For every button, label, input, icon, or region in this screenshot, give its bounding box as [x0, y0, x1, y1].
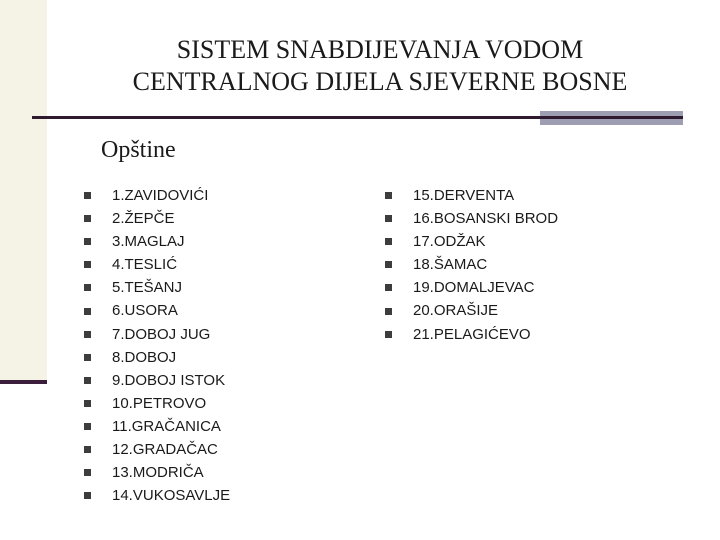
square-bullet-icon — [385, 308, 392, 315]
list-item-label: 6.USORA — [112, 302, 178, 320]
list-item — [84, 299, 230, 322]
list-item-label: 2.ŽEPČE — [112, 210, 175, 228]
title-divider-accent — [540, 111, 683, 125]
list-item — [84, 346, 230, 369]
list-item — [84, 438, 230, 461]
list-item — [385, 323, 558, 346]
list-item-label: 11.GRAČANICA — [112, 417, 221, 435]
slide-title-line-2: CENTRALNOG DIJELA SJEVERNE BOSNE — [132, 67, 628, 96]
square-bullet-icon — [385, 192, 392, 199]
list-item — [84, 369, 230, 392]
square-bullet-icon — [84, 400, 91, 407]
square-bullet-icon — [84, 492, 91, 499]
list-item — [84, 276, 230, 299]
list-item — [84, 484, 230, 507]
list-item-label: 4.TESLIĆ — [112, 256, 178, 274]
list-item — [84, 461, 230, 484]
list-item-label: 18.ŠAMAC — [413, 256, 488, 274]
list-item-label: 12.GRADAČAC — [112, 441, 218, 459]
square-bullet-icon — [385, 215, 392, 222]
square-bullet-icon — [84, 354, 91, 361]
municipality-list-left — [84, 184, 230, 507]
square-bullet-icon — [385, 261, 392, 268]
square-bullet-icon — [385, 284, 392, 291]
list-item — [385, 253, 558, 276]
square-bullet-icon — [385, 331, 392, 338]
list-item-label: 17.ODŽAK — [413, 233, 486, 251]
square-bullet-icon — [385, 238, 392, 245]
list-item-label: 1.ZAVIDOVIĆI — [112, 187, 209, 204]
left-decorative-bar — [0, 0, 47, 382]
list-item-label: 10.PETROVO — [112, 394, 207, 412]
slide-title — [60, 34, 700, 98]
list-item — [84, 207, 230, 230]
list-item — [84, 230, 230, 253]
list-item — [84, 392, 230, 415]
square-bullet-icon — [84, 377, 91, 384]
square-bullet-icon — [84, 469, 91, 476]
square-bullet-icon — [84, 331, 91, 338]
square-bullet-icon — [84, 261, 91, 268]
slide-title-line-1: SISTEM SNABDIJEVANJA VODOM — [176, 35, 584, 64]
list-item — [84, 323, 230, 346]
square-bullet-icon — [84, 192, 91, 199]
list-item — [385, 299, 558, 322]
square-bullet-icon — [84, 423, 91, 430]
list-item-label: 16.BOSANSKI BROD — [413, 210, 559, 228]
list-item — [84, 184, 230, 207]
municipality-list-right — [385, 184, 558, 346]
title-divider-rule — [32, 116, 540, 119]
subheading: Opštine — [101, 137, 176, 163]
list-item — [385, 276, 558, 299]
list-item — [385, 230, 558, 253]
list-item — [385, 207, 558, 230]
square-bullet-icon — [84, 238, 91, 245]
list-item-label: 8.DOBOJ — [112, 348, 177, 366]
square-bullet-icon — [84, 284, 91, 291]
list-item — [84, 415, 230, 438]
list-item — [385, 184, 558, 207]
square-bullet-icon — [84, 446, 91, 453]
list-item-label: 14.VUKOSAVLJE — [112, 487, 231, 505]
list-item-label: 21.PELAGIĆEVO — [413, 325, 531, 343]
list-item-label: 9.DOBOJ ISTOK — [112, 371, 226, 389]
list-item-label: 7.DOBOJ JUG — [112, 325, 211, 343]
list-item-label: 5.TEŠANJ — [112, 279, 183, 297]
list-item-label: 20.ORAŠIJE — [413, 302, 499, 320]
list-item-label: 15.DERVENTA — [413, 187, 515, 204]
list-item-label: 3.MAGLAJ — [112, 233, 185, 251]
list-item-label: 19.DOMALJEVAC — [413, 279, 535, 297]
list-item-label: 13.MODRIČA — [112, 464, 204, 482]
left-bar-divider — [0, 380, 47, 384]
list-item — [84, 253, 230, 276]
square-bullet-icon — [84, 308, 91, 315]
square-bullet-icon — [84, 215, 91, 222]
